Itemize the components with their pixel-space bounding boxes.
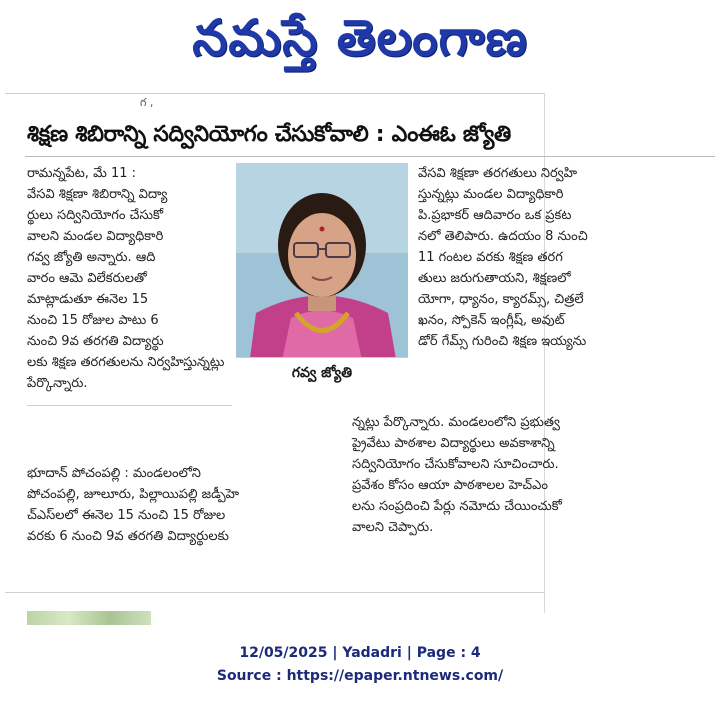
- left-line: లకు శిక్షణ తరగతులను నిర్వహిస్తున్నట్లు: [27, 355, 225, 370]
- footer-source: Source : https://epaper.ntnews.com/: [216, 668, 504, 684]
- right-bottom-line: ప్రైవేటు పాఠశాల విద్యార్థులు అవకాశాన్ని: [352, 436, 555, 451]
- left-column: [27, 163, 232, 394]
- left-bottom-line: చ్ఎస్‌లలో ఈనెల 15 నుంచి 15 రోజుల: [27, 508, 226, 523]
- article-photo: [236, 163, 408, 388]
- left-line: వారం ఆమె విలేకరులతో: [27, 271, 147, 286]
- right-column: [418, 163, 718, 352]
- right-line: పి.ప్రభాకర్ ఆదివారం ఒక ప్రకట: [418, 208, 572, 223]
- left-line: పేర్కొన్నారు.: [27, 376, 88, 391]
- left-line: నుంచి 15 రోజుల పాటు 6: [27, 313, 159, 328]
- next-article-photo-strip: [27, 611, 151, 625]
- left-line: రామన్నపేట, మే 11 :: [27, 166, 137, 181]
- right-line: స్తున్నట్లు మండల విద్యాధికారి: [418, 187, 564, 202]
- right-line: వేసవి శిక్షణా తరగతులు నిర్వహి: [418, 166, 578, 181]
- right-bottom-line: న్నట్లు పేర్కొన్నారు. మండలంలోని ప్రభుత్వ: [352, 415, 560, 430]
- left-line: ర్థులు సద్వినియోగం చేసుకో: [27, 208, 164, 223]
- headline-area: [5, 119, 720, 155]
- left-bottom-line: వరకు 6 నుంచి 9వ తరగతి విద్యార్థులకు: [27, 529, 229, 544]
- right-bottom-line: వాలని చెప్పారు.: [352, 520, 434, 535]
- right-line: డోర్ గేమ్స్ గురించి శిక్షణ ఇయ్యను: [418, 334, 587, 349]
- clip-top-rule: [5, 93, 545, 94]
- left-line: గవ్వ జ్యోతి అన్నారు. ఆది: [27, 250, 156, 265]
- right-line: 11 గంటల వరకు శిక్షణ తరగ: [418, 250, 563, 265]
- headline-rule: [25, 156, 715, 157]
- right-line: తులు జరుగుతాయని, శిక్షణలో: [418, 271, 571, 286]
- left-bottom-line: భూదాన్ పోచంపల్లి : మండలంలోని: [27, 466, 201, 481]
- left-bottom-line: పోచంపల్లి, జూలూరు, పిల్లాయిపల్లి జడ్పీహె: [27, 487, 240, 502]
- right-line: నలో తెలిపారు. ఉదయం 8 నుంచి: [418, 229, 588, 244]
- masthead-title: నమస్తే తెలంగాణ: [192, 8, 528, 67]
- section-divider: [27, 405, 232, 406]
- right-line: యోగా, ధ్యానం, క్యారమ్స్, చిత్రలే: [418, 292, 584, 307]
- right-line: ఖనం, స్పోకెన్ ఇంగ్లీష్, అవుట్: [418, 313, 565, 328]
- right-bottom-line: లను సంప్రదించి పేర్లు నమోదు చేయించుకో: [352, 499, 562, 514]
- bottom-rule: [5, 592, 545, 593]
- portrait-image: [236, 163, 408, 388]
- right-bottom-line: ప్రవేశం కోసం ఆయా పాఠశాలల హెచ్ఎం: [352, 478, 548, 493]
- left-line: మాట్లాడుతూ ఈనెల 15: [27, 292, 149, 307]
- left-line: వాలని మండల విద్యాధికారి: [27, 229, 164, 244]
- footer-date-edition: 12/05/2025 | Yadadri | Page : 4: [239, 645, 481, 661]
- right-bottom-column: [352, 412, 718, 538]
- left-bottom-column: [27, 463, 347, 547]
- article-headline: శిక్షణ శిబిరాన్ని సద్వినియోగం చేసుకోవాలి : ఎంఈఓ జ్యోతి: [27, 122, 511, 147]
- photo-caption: గవ్వ జ్యోతి: [236, 357, 408, 389]
- right-bottom-line: సద్వినియోగం చేసుకోవాలని సూచించారు.: [352, 457, 559, 472]
- left-line: వేసవి శిక్షణా శిబిరాన్ని విద్యా: [27, 187, 168, 202]
- left-line: నుంచి 9వ తరగతి విద్యార్థు: [27, 334, 164, 349]
- top-fragment-text: గ ,: [140, 96, 154, 109]
